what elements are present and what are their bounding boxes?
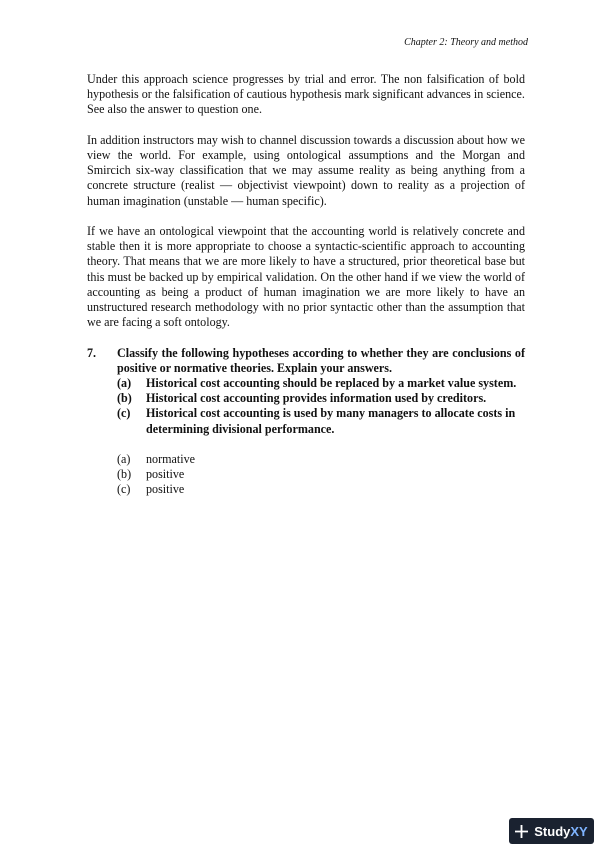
page-content [87,72,525,498]
brand-name-accent: XY [570,823,588,839]
studyxy-logo[interactable] [509,818,594,844]
paragraph-see-also: See also the answer to question one. [87,102,262,117]
answer-item [117,467,525,482]
question-number: 7. [87,345,97,360]
hypothesis-item [117,391,525,406]
hypothesis-text: Historical cost accounting is used by many managers to allocate costs in determining divisional performance. [146,406,516,436]
answers-list [117,452,525,498]
paragraph-trial-and-error: Under this approach science progresses by trial and error. The non falsification of bold hypothesis or the falsification of cautious hypothesis mark significant advances in science. [87,72,525,102]
paragraph-ontological-viewpoint: If we have an ontological viewpoint that the accounting world is relatively concrete and stable then it is more appropriate to choose a syntactic-scientific approach to accounting theory. That means that we are more likely to have a structured, prior theoretical base but this must be backed up by empirical validation. On the other hand if we view the world of accounting as being a product of human imagination we are more likely to have an unstructured research methodology with no prior syntactic other than the assumption that we are facing a soft ontology. [87,224,525,330]
answer-label: (b) [117,467,132,482]
answer-item [117,482,525,497]
answer-label: (a) [117,452,131,467]
hypothesis-text: Historical cost accounting provides information used by creditors. [146,391,487,406]
question-prompt: Classify the following hypotheses according to whether they are conclusions of positive or normative theories. Explain your answers. [117,345,525,375]
answer-text: normative [146,452,196,467]
hypothesis-item [117,376,525,391]
plus-icon [515,825,528,838]
running-header: Chapter 2: Theory and method [404,37,528,48]
hypothesis-item [117,406,525,436]
brand-name [534,824,587,839]
hypothesis-label: (b) [117,391,132,406]
answer-label: (c) [117,482,131,497]
answer-text: positive [146,467,185,482]
hypotheses-list [117,376,525,437]
question-7 [87,346,525,376]
paragraph-ontological-assumptions: In addition instructors may wish to channel discussion towards a discussion about how we view the world. For example, using ontological assumptions and the Morgan and Smircich six-way classification that we may assume reality as being anything from a concrete structure (realist — objectivist viewpoint) down to reality as a projection of human imagination (unstable — human specific). [87,132,525,208]
answer-text: positive [146,482,185,497]
answer-item [117,452,525,467]
hypothesis-label: (c) [117,406,131,421]
brand-name-main: Study [534,823,571,839]
hypothesis-label: (a) [117,376,132,391]
hypothesis-text: Historical cost accounting should be replaced by a market value system. [146,376,517,391]
